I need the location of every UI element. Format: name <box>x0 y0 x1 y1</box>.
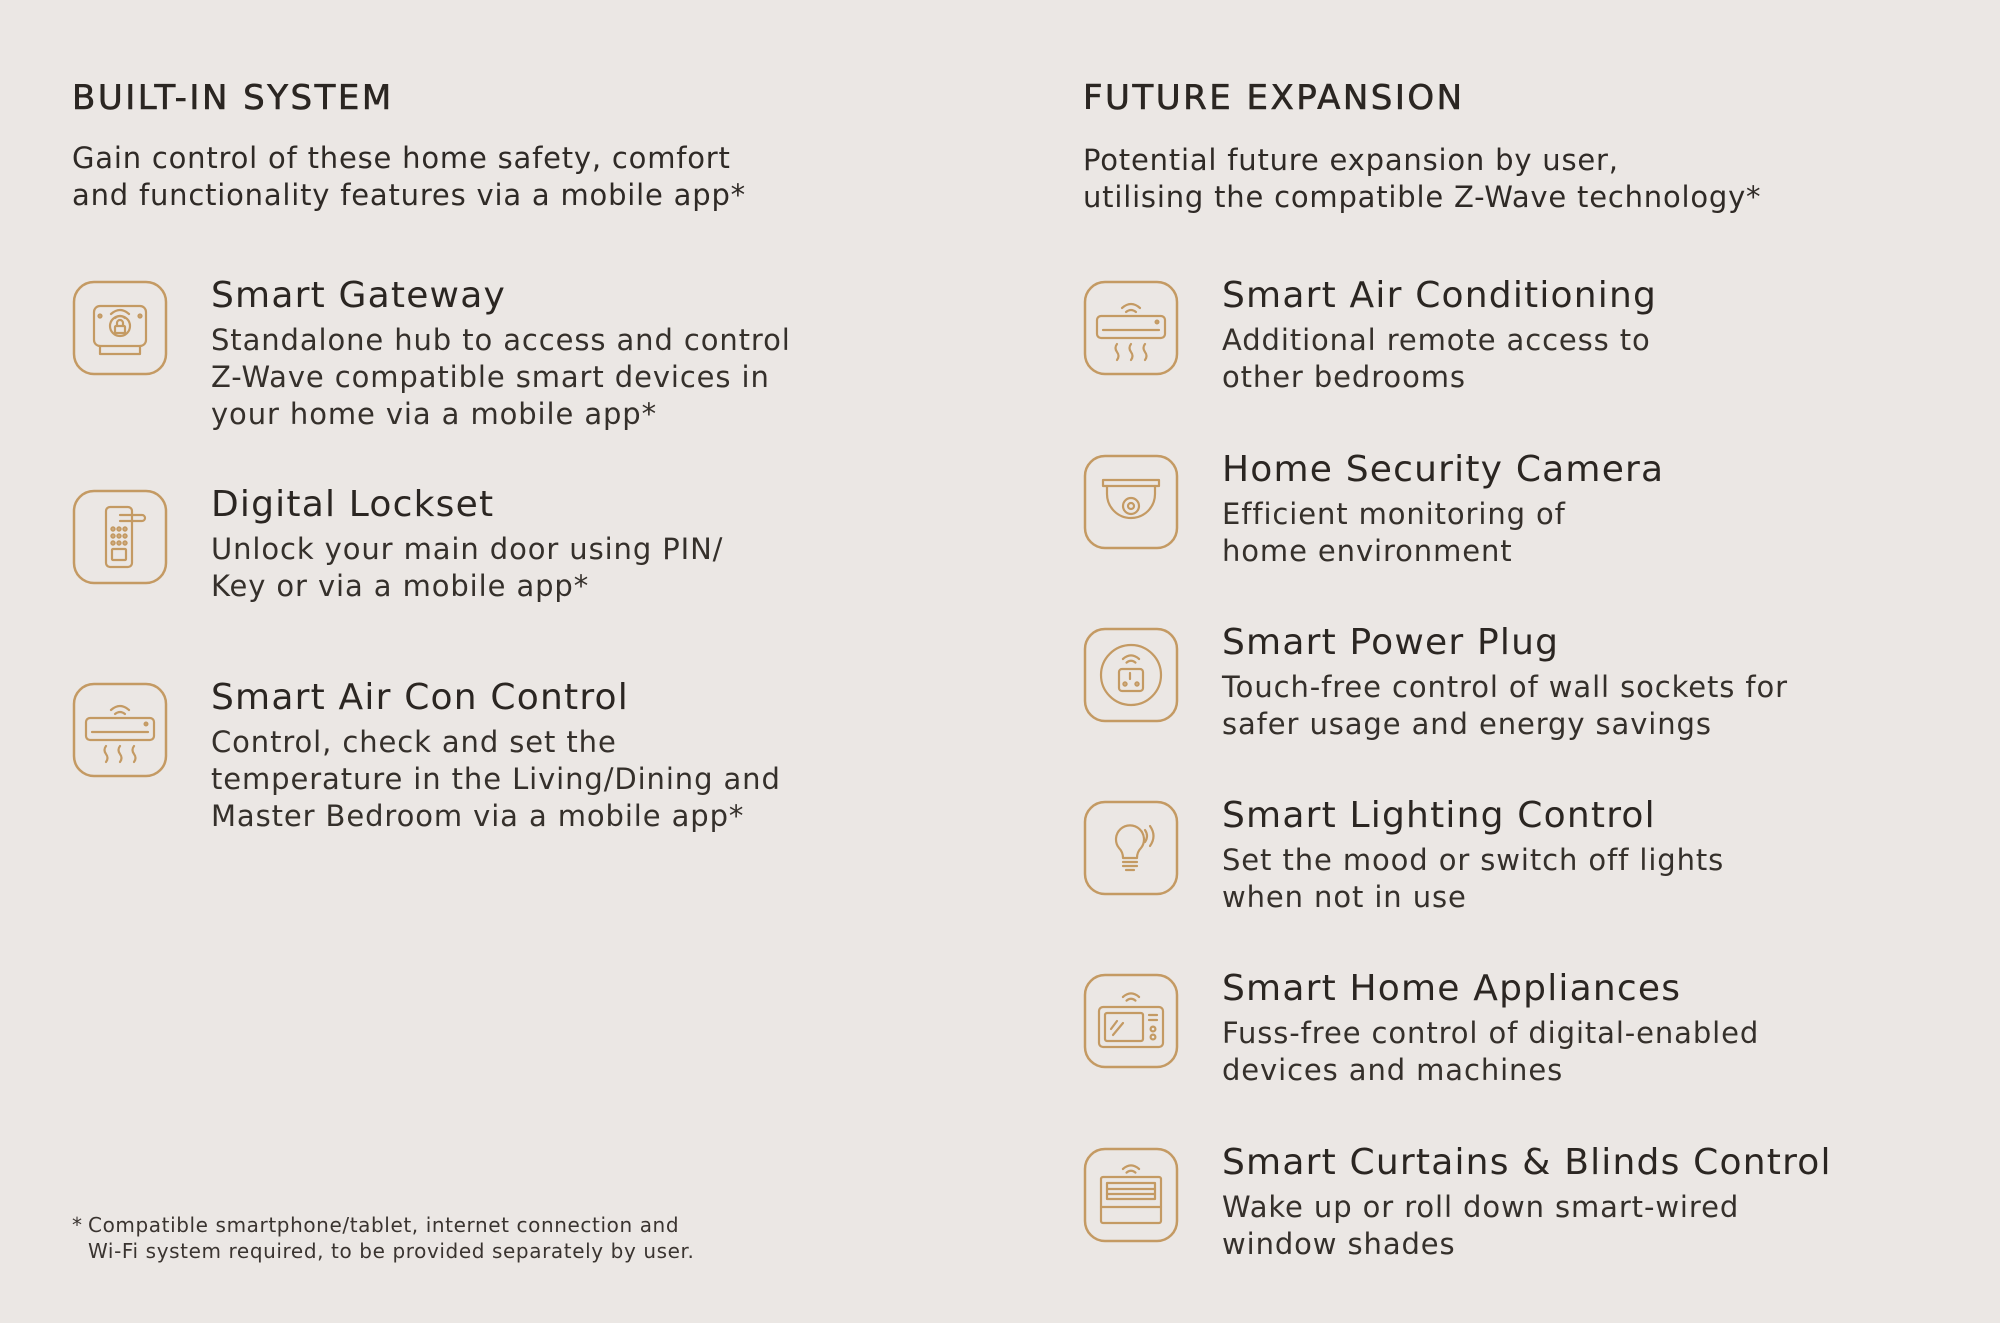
power-plug-icon <box>1083 627 1179 723</box>
curtains-icon <box>1083 1147 1179 1243</box>
feature-description <box>211 724 781 835</box>
feature-title: Smart Curtains & Blinds Control <box>1222 1142 1832 1183</box>
feature-title: Smart Air Con Control <box>211 677 629 718</box>
feature-title: Smart Power Plug <box>1222 622 1560 663</box>
feature-title: Smart Air Conditioning <box>1222 275 1658 316</box>
description-line: Unlock your main door using PIN/ <box>211 532 724 566</box>
description-line: Fuss-free control of digital-enabled <box>1222 1016 1760 1050</box>
aircon-icon <box>1083 280 1179 376</box>
description-line: Key or via a mobile app* <box>211 569 590 603</box>
description-line: Standalone hub to access and control <box>211 323 791 357</box>
microwave-icon <box>1083 973 1179 1069</box>
lockset-icon <box>72 489 168 585</box>
description-line: your home via a mobile app* <box>211 397 658 431</box>
description-line: home environment <box>1222 534 1513 568</box>
footnote-line: Wi-Fi system required, to be provided separately by user. <box>88 1239 695 1263</box>
footnote-asterisk: * <box>72 1213 83 1237</box>
description-line: Master Bedroom via a mobile app* <box>211 799 745 833</box>
intro-line: and functionality features via a mobile app* <box>72 178 746 212</box>
description-line: Control, check and set the <box>211 725 617 759</box>
future-expansion-intro <box>1083 142 1761 216</box>
description-line: other bedrooms <box>1222 360 1466 394</box>
feature-title: Smart Lighting Control <box>1222 795 1656 836</box>
footnote <box>72 1212 695 1264</box>
description-line: Wake up or roll down smart-wired <box>1222 1190 1740 1224</box>
description-line: when not in use <box>1222 880 1467 914</box>
feature-description <box>211 531 723 605</box>
description-line: devices and machines <box>1222 1053 1564 1087</box>
description-line: Efficient monitoring of <box>1222 497 1566 531</box>
description-line: temperature in the Living/Dining and <box>211 762 781 796</box>
built-in-system-intro <box>72 140 746 214</box>
description-line: Touch-free control of wall sockets for <box>1222 670 1788 704</box>
feature-title: Smart Home Appliances <box>1222 968 1682 1009</box>
intro-line: Potential future expansion by user, <box>1083 143 1619 177</box>
feature-title: Smart Gateway <box>211 275 506 316</box>
security-camera-icon <box>1083 454 1179 550</box>
light-bulb-icon <box>1083 800 1179 896</box>
feature-description <box>1222 1189 1832 1263</box>
footnote-line: Compatible smartphone/tablet, internet connection and <box>88 1213 680 1237</box>
feature-title: Digital Lockset <box>211 484 495 525</box>
feature-description <box>1222 669 1788 743</box>
description-line: Additional remote access to <box>1222 323 1651 357</box>
feature-description <box>1222 496 1664 570</box>
description-line: Set the mood or switch off lights <box>1222 843 1725 877</box>
feature-description <box>1222 842 1724 916</box>
feature-description <box>1222 322 1657 396</box>
future-expansion-title: FUTURE EXPANSION <box>1083 78 1465 118</box>
aircon-icon <box>72 682 168 778</box>
description-line: Z-Wave compatible smart devices in <box>211 360 770 394</box>
description-line: safer usage and energy savings <box>1222 707 1712 741</box>
description-line: window shades <box>1222 1227 1456 1261</box>
built-in-system-title: BUILT-IN SYSTEM <box>72 78 394 118</box>
gateway-icon <box>72 280 168 376</box>
intro-line: utilising the compatible Z-Wave technology* <box>1083 180 1762 214</box>
intro-line: Gain control of these home safety, comfort <box>72 141 731 175</box>
feature-title: Home Security Camera <box>1222 449 1665 490</box>
feature-description <box>1222 1015 1759 1089</box>
feature-description <box>211 322 791 433</box>
